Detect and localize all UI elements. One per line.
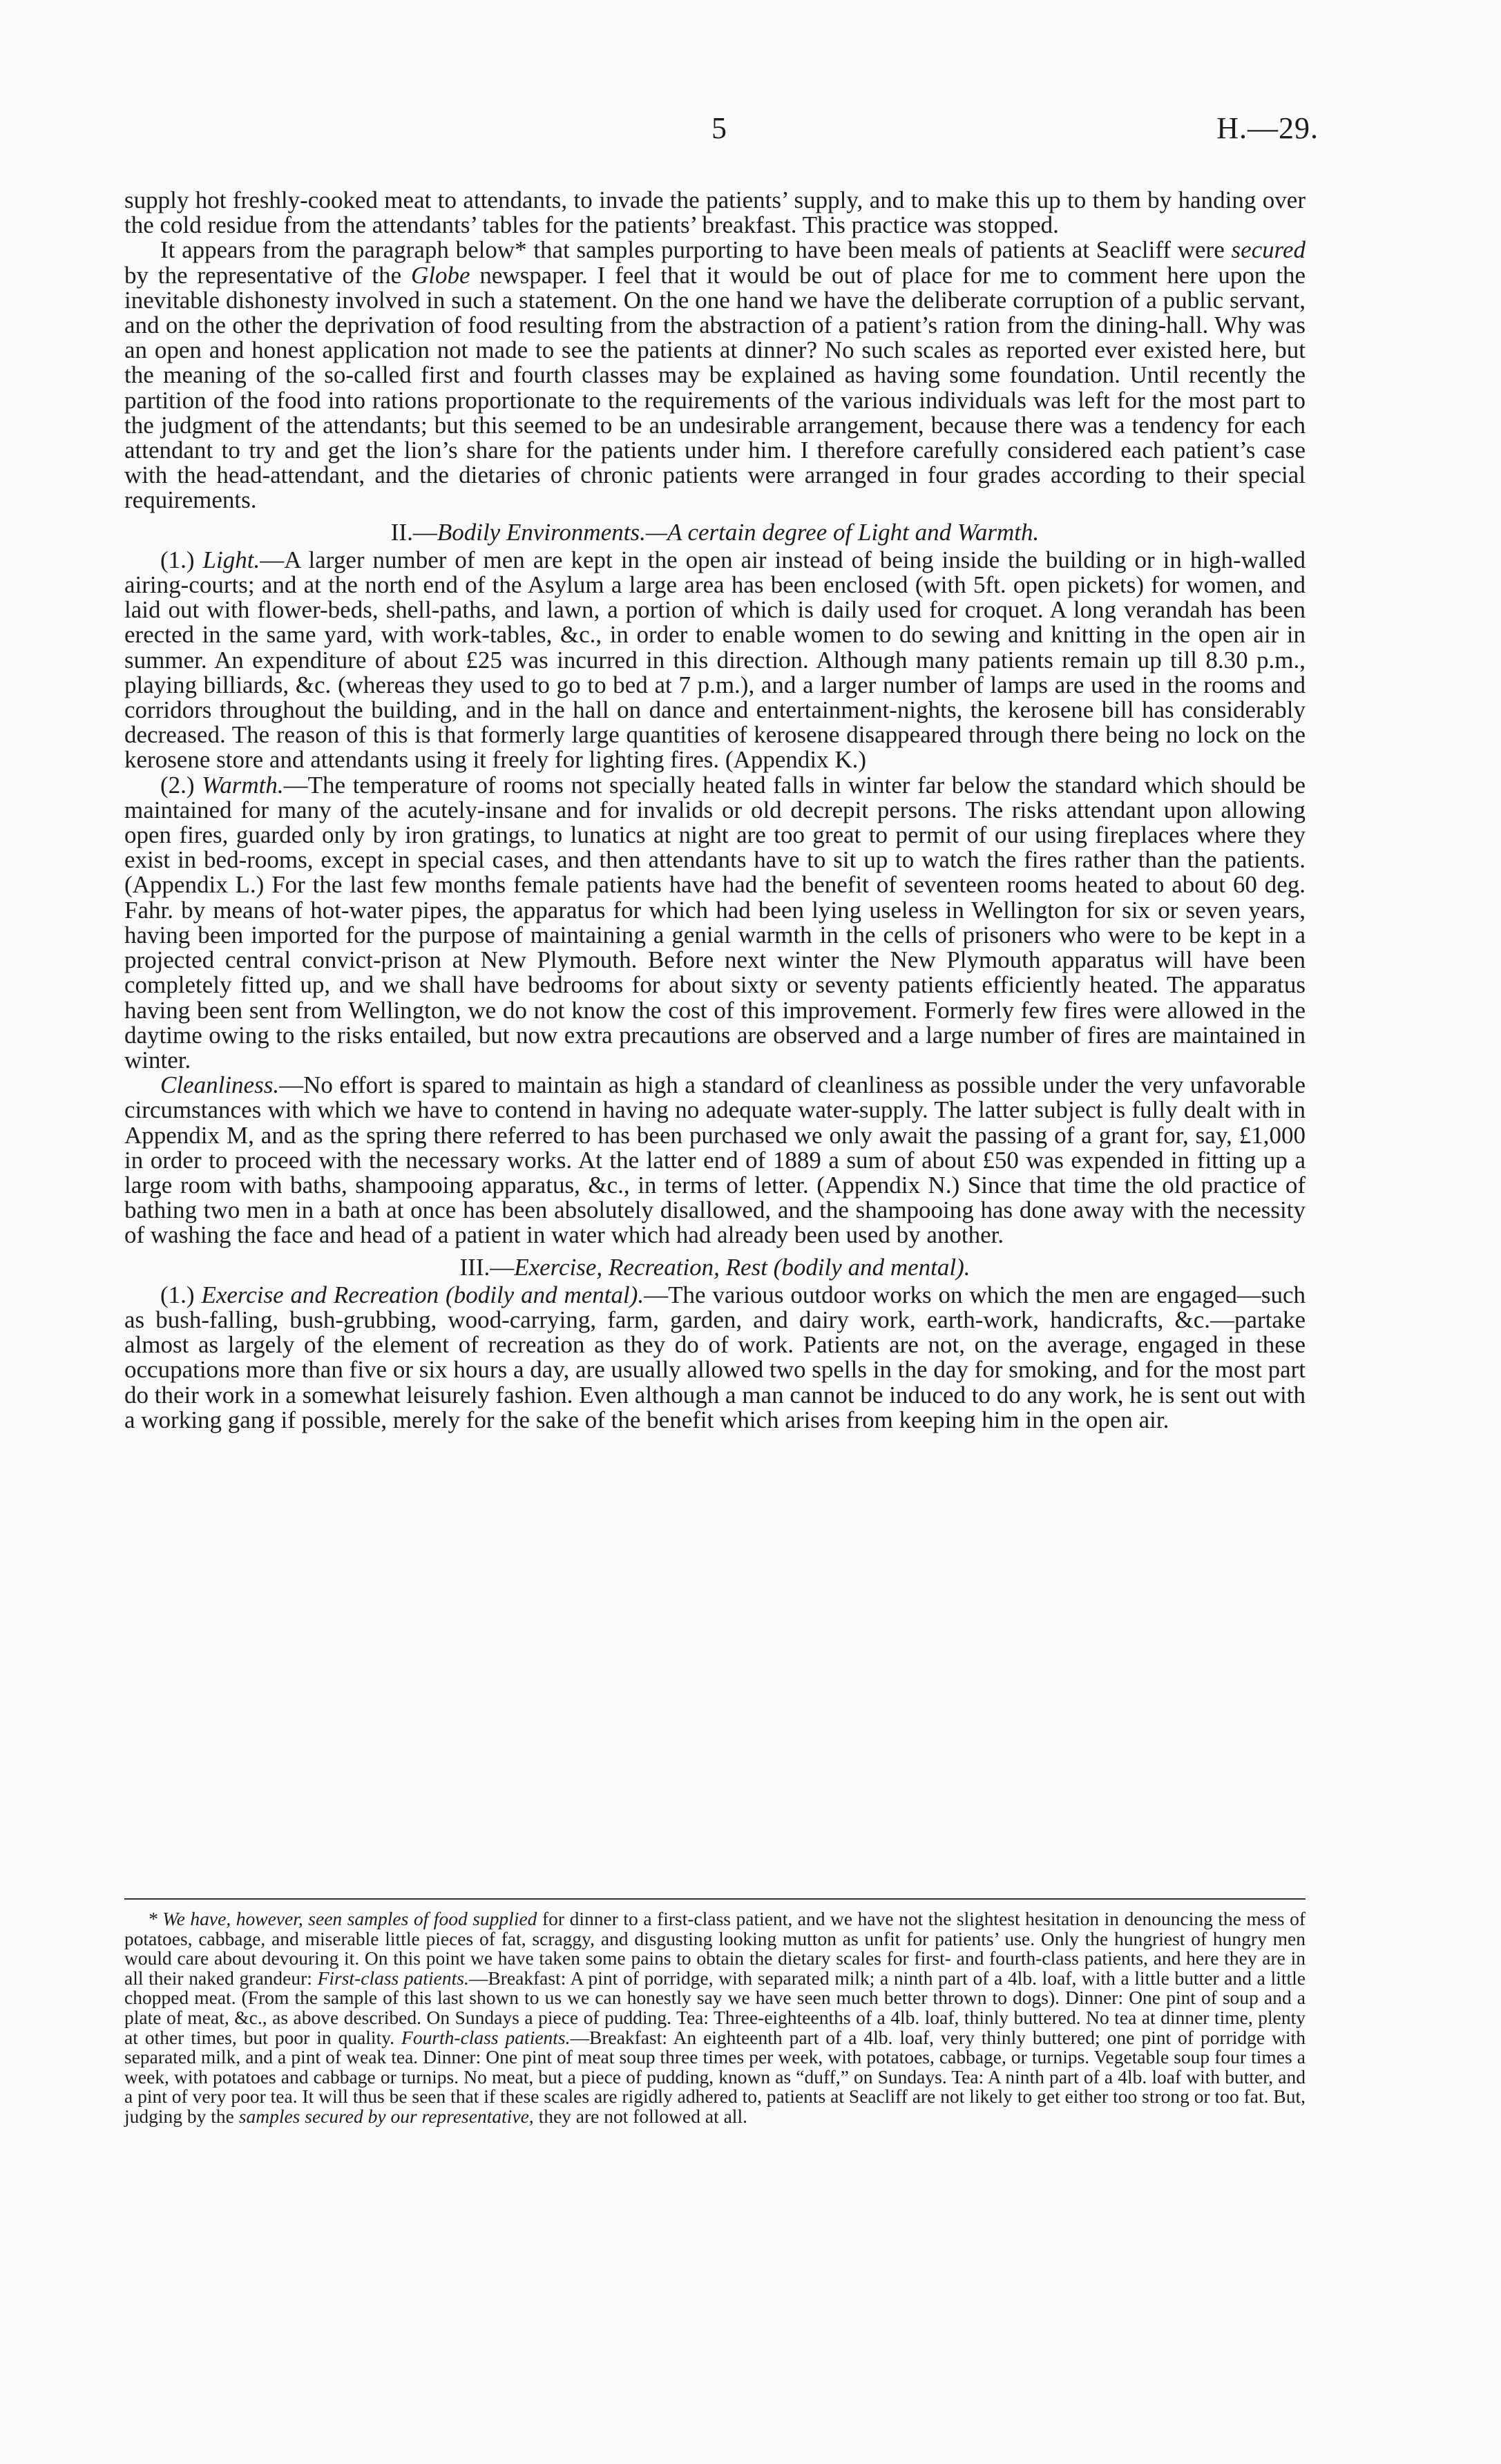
body-text [124, 188, 1306, 1433]
footnote-emphasis: * We have, however, seen samples of food supplied [148, 1908, 537, 1929]
paragraph-exercise [124, 1283, 1306, 1433]
item-number: (1.) [160, 1281, 202, 1308]
paragraph-text: supply hot freshly-cooked meat to attendants, to invade the patients’ supply, and to make this up to them by handing over the cold residue from the attendants’ tables for the patients’ breakfast. This practice was stopped. [124, 187, 1306, 239]
paragraph-text: by the representative of the [124, 261, 411, 289]
paragraph-cleanliness [124, 1073, 1306, 1248]
section-heading-ii [124, 520, 1306, 545]
paragraph-text: —A larger number of men are kept in the open air instead of being inside the building or in high-walled airing-courts; and at the north end of the Asylum a large area has been enclosed (with 5ft. open pickets) for women, and laid out with flower-beds, shell-paths, and lawn, a portion of which is daily used for croquet. A long verandah has been erected in the same yard, with work-tables, &c., in order to enable women to do sewing and knitting in the open air in summer. An expenditure of about £25 was incurred in this direction. Although many patients remain up till 8.30 p.m., playing billiards, &c. (whereas they used to go to bed at 7 p.m.), and a larger number of lamps are used in the rooms and corridors throughout the building, and in the hall on dance and entertainment-nights, the kerosene bill has considerably decreased. The reason of this is that formerly large quantities of kerosene disappeared through there being no lock on the kerosene store and attendants using it freely for lighting fires. (Appendix K.) [124, 546, 1306, 774]
paragraph-text: —The temperature of rooms not specially heated falls in winter far below the standard which should be maintained for many of the acutely-insane and for invalids or old decrepit persons. The risks attendant upon allowing open fires, guarded only by iron gratings, to lunatics at night are too great to permit of our using fireplaces where they exist in bed-rooms, except in special cases, and then attendants have to sit up to watch the fires rather than the patients. (Appendix L.) For the last few months female patients have had the benefit of seventeen rooms heated to about 60 deg. Fahr. by means of hot-water pipes, the apparatus for which had been lying useless in Wellington for six or seven years, having been imported for the purpose of maintaining a genial warmth in the cells of prisoners who were to be kept in a projected central convict-prison at New Plymouth. Before next winter the New Plymouth apparatus will have been completely fitted up, and we shall have bedrooms for about sixty or seventy patients efficiently heated. The apparatus having been sent from Wellington, we do not know the cost of this improvement. Formerly few fires were allowed in the daytime owing to the risks entailed, but now extra precautions are observed and a large number of fires are maintained in winter. [124, 771, 1306, 1073]
newspaper-name: Globe [410, 261, 470, 289]
footnote-divider [124, 1898, 1306, 1900]
item-label: Cleanliness. [160, 1071, 280, 1099]
footnote-body: they are not followed at all. [533, 2105, 747, 2127]
footnote-text [124, 1909, 1306, 2127]
paragraph-text: It appears from the paragraph below* that samples purporting to have been meals of patients at Seacliff were [160, 236, 1232, 264]
footnote-emphasis: Fourth-class patients. [401, 2026, 571, 2048]
item-number: (1.) [160, 546, 203, 573]
item-number: (2.) [160, 771, 202, 799]
footnote-emphasis: First-class patients. [317, 1967, 469, 1989]
paragraph-continuation [124, 188, 1306, 238]
emphasis-text: secured [1231, 236, 1306, 264]
heading-number: III.— [459, 1253, 515, 1281]
section-heading-iii [124, 1255, 1306, 1280]
item-label: Light. [202, 546, 260, 573]
paragraph-warmth [124, 773, 1306, 1073]
heading-number: II.— [390, 518, 437, 546]
paragraph-text: —No effort is spared to maintain as high a standard of cleanliness as possible under the very unfavorable circumstances with which we have to contend in having no adequate water-supply. The latter subject is fully dealt with in Appendix M, and as the spring there referred to has been purchased we only await the passing of a grant for, say, £1,000 in order to proceed with the necessary works. At the latter end of 1889 a sum of about £50 was expended in fitting up a large room with baths, shampooing apparatus, &c., in terms of letter. (Appendix N.) Since that time the old practice of bathing two men in a bath at once has been absolutely disallowed, and the shampooing has done away with the necessity of washing the face and head of a patient in water which had already been used by another. [124, 1071, 1306, 1249]
footnote-body: —Breakfast: A pint of porridge, with separated milk; a ninth part of a 4lb. loaf, with a little butter and a little chopped meat. (From the sample of this last shown to us we can honestly say we have seen much better thrown to dogs). Dinner: One pint of soup and a plate of meat, &c., as above described. On Sundays a piece of pudding. Tea: Three-eighteenths of a 4lb. loaf, thinly buttered. No tea at dinner time, plenty at other times, but poor in quality. [124, 1967, 1306, 2048]
footnote-emphasis: samples secured by our representative, [238, 2105, 534, 2127]
item-label: Exercise and Recreation (bodily and mental). [201, 1281, 644, 1308]
footnote-body: —Breakfast: An eighteenth part of a 4lb. loaf, very thinly buttered; one pint of porridge with separated milk, and a pint of weak tea. Dinner: One pint of meat soup three times per week, with potatoes, cabbage, or turnips. Vegetable soup four times a week, with potatoes and cabbage or turnips. No meat, but a piece of pudding, known as “duff,” on Sundays. Tea: A ninth part of a 4lb. loaf with butter, and a pint of very poor tea. It will thus be seen that if these scales are rigidly adhered to, patients at Seacliff are not likely to get either too strong or too fat. But, judging by the [124, 2026, 1306, 2127]
heading-title: Bodily Environments.—A certain degree of Light and Warmth. [437, 518, 1040, 546]
page-header [0, 111, 1501, 152]
heading-title: Exercise, Recreation, Rest (bodily and mental). [514, 1253, 971, 1281]
paragraph-text: newspaper. I feel that it would be out of place for me to comment here upon the inevitable dishonesty involved in such a statement. On the one hand we have the deliberate corruption of a public servant, and on the other the deprivation of food resulting from the abstraction of a patient’s ration from the dining-hall. Why was an open and honest application not made to see the patients at dinner? No such scales as reported ever existed here, but the meaning of the so-called first and fourth classes may be explained as having some foundation. Until recently the partition of the food into rations proportionate to the requirements of the various individuals was left for the most part to the judgment of the attendants; but this seemed to be an undesirable arrangement, because there was a tendency for each attendant to try and get the lion’s share for the patients under him. I therefore carefully considered each patient’s case with the head-attendant, and the dietaries of chronic patients were arranged in four grades according to their special requirements. [124, 261, 1306, 514]
footnote-body: for dinner to a first-class patient, and we have not the slightest hesitation in denouncing the mess of potatoes, cabbage, and miserable little pieces of fat, scraggy, and disgusting looking mutton as unfit for patients’ use. Only the hungriest of hungry men would care about devouring it. On this point we have taken some pains to obtain the dietary scales for first- and fourth-class patients, and here they are in all their naked grandeur: [124, 1908, 1306, 1989]
paragraph-light [124, 548, 1306, 773]
paragraph-text: —The various outdoor works on which the men are engaged—such as bush-falling, bush-grubbing, wood-carrying, farm, garden, and dairy work, earth-work, handicrafts, &c.—partake almost as largely of the element of recreation as they do of work. Patients are not, on the average, engaged in these occupations more than five or six hours a day, are usually allowed two spells in the day for smoking, and for the most part do their work in a somewhat leisurely fashion. Even although a man cannot be induced to do any work, he is sent out with a working gang if possible, merely for the sake of the benefit which arises from keeping him in the open air. [124, 1281, 1306, 1433]
footnote [124, 1909, 1306, 2127]
document-reference: H.—29. [1216, 111, 1319, 145]
item-label: Warmth. [202, 771, 284, 799]
paragraph-globe [124, 238, 1306, 513]
page-number: 5 [711, 111, 727, 145]
